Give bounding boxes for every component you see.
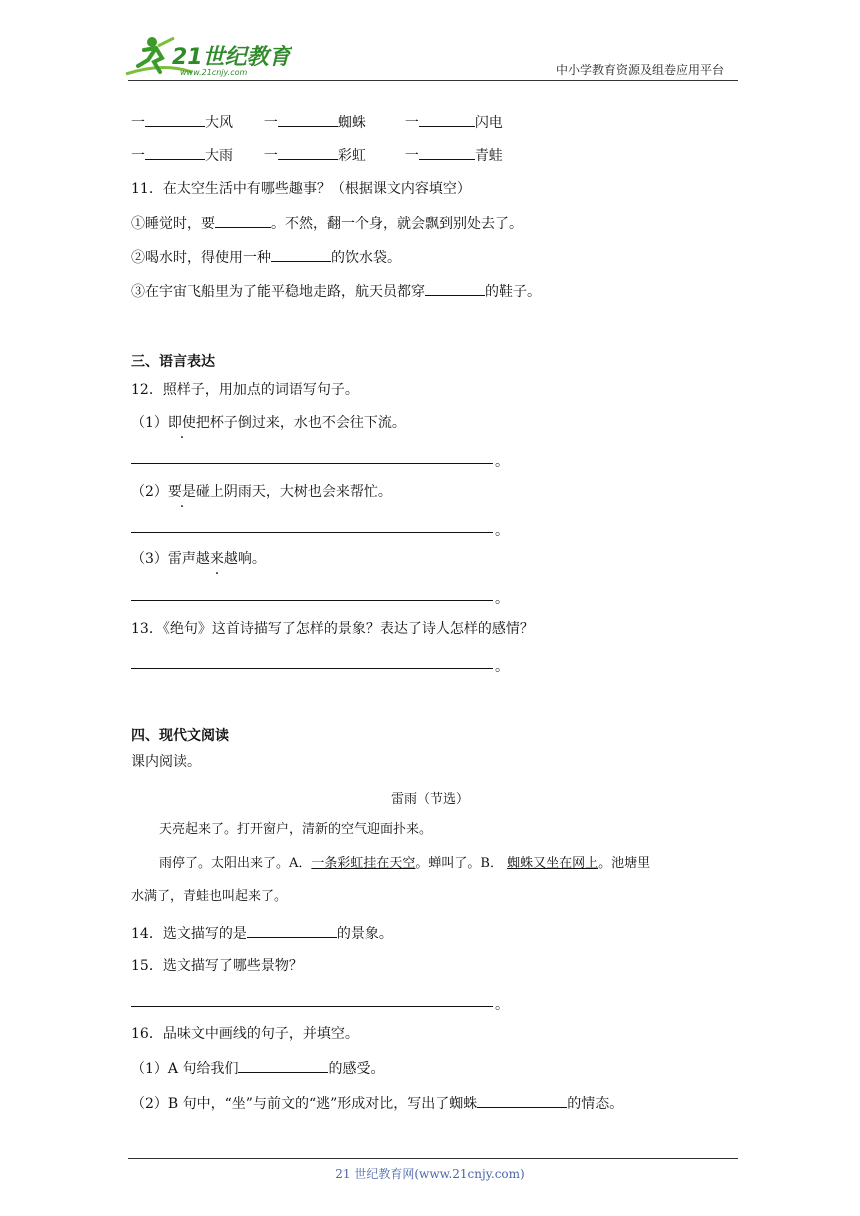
q12-example-2: （2）要是碰上阴雨天，大树也会来帮忙。 <box>131 484 392 500</box>
q14: 14．选文描写的是 的景象。 <box>131 923 393 944</box>
q12-example-3: （3）雷声越来越响。 <box>131 551 266 567</box>
q10-row-1: 一 大风 一 蜘蛛 一 闪电 <box>131 112 503 133</box>
q16-stem: 16．品味文中画线的句子，并填空。 <box>131 1026 359 1042</box>
section-3-title: 三、语言表达 <box>131 354 215 370</box>
answer-line[interactable] <box>131 1006 493 1007</box>
q12-example-1: （1）即使把杯子倒过来，水也不会往下流。 <box>131 415 406 431</box>
q13-stem: 13．《绝句》这首诗描写了怎样的景象？表达了诗人怎样的感情？ <box>131 621 534 637</box>
reading-paragraph-2: 雨停了。太阳出来了。A．一条彩虹挂在天空。蝉叫了。B． 蜘蛛又坐在网上。池塘里 <box>159 856 651 871</box>
answer-blank[interactable] <box>425 281 485 296</box>
reading-paragraph-1: 天亮起来了。打开窗户，清新的空气迎面扑来。 <box>159 822 433 837</box>
platform-name: 中小学教育资源及组卷应用平台 <box>555 63 724 77</box>
section-4-title: 四、现代文阅读 <box>131 728 229 744</box>
q11-item-b: ②喝水时，得使用一种 的饮水袋。 <box>131 247 401 268</box>
q11-item-a: ①睡觉时，要 。不然，翻一个身，就会飘到别处去了。 <box>131 213 523 234</box>
answer-line[interactable] <box>131 668 493 669</box>
q10-row-2: 一 大雨 一 彩虹 一 青蛙 <box>131 145 503 166</box>
underlined-sentence-b: 蜘蛛又坐在网上 <box>507 856 599 871</box>
q11-item-c: ③在宇宙飞船里为了能平稳地走路，航天员都穿 的鞋子。 <box>131 281 541 302</box>
answer-blank[interactable] <box>271 247 331 262</box>
q16-item-1: （1）A 句给我们 的感受。 <box>131 1058 384 1079</box>
underlined-sentence-a: 一条彩虹挂在天空 <box>311 856 416 871</box>
reading-title: 雷雨（节选） <box>390 792 469 807</box>
svg-text:21世纪教育: 21世纪教育 <box>172 45 291 70</box>
document-page: 21世纪教育 www.21cnjy.com 中小学教育资源及组卷应用平台 一 大风 一 蜘蛛 一 闪电 一 大雨 一 彩虹 一 青蛙 11．在太空生活中有哪些趣事？（根据课文内容填空） ①睡觉时，要 。不然，翻一个身，就会飘到别处去了。 ②喝水时，得使用一种 的饮水袋。 ③在宇宙飞船里为了能平稳地走路，航天员都穿 的鞋子。 三、语言表达 12．照样子，用加点的词语写句子。 （1）即使把杯子倒过来，水也不会往下流。 。 （2）要是碰上阴雨天，大树也会来帮忙。 。 （3）雷声越来越响。 。 13．《绝句》这首诗描写了怎样的景象？表达了诗人怎样的感情？ 。 四、现代文阅读 课内阅读。 雷雨（节选） 天亮起来了。打开窗户，清新的空气迎面扑来。 雨停了。太阳出来了。A．一条彩虹挂在天空。蝉叫了。B． 蜘蛛又坐在网上。池塘里 水满了，青蛙也叫起来了。 14．选文描写的是 的景象。 15．选文描写了哪些景物？ 。 16．品味文中画线的句子，并填空。 （1）A 句给我们 的感受。 （2）B 句中，“坐”与前文的“逃”形成对比，写出了蜘蛛 的情态。 21 世纪教育网(www.21cnjy.com) <box>0 0 860 1216</box>
reading-paragraph-3: 水满了，青蛙也叫起来了。 <box>131 889 288 904</box>
answer-blank[interactable] <box>477 1093 567 1108</box>
footer-divider <box>128 1158 738 1159</box>
answer-blank[interactable] <box>215 213 271 228</box>
answer-line[interactable] <box>131 532 493 533</box>
svg-text:www.21cnjy.com: www.21cnjy.com <box>180 68 248 77</box>
q12-stem: 12．照样子，用加点的词语写句子。 <box>131 382 359 398</box>
q11-stem: 11．在太空生活中有哪些趣事？（根据课文内容填空） <box>131 181 471 197</box>
answer-blank[interactable] <box>247 923 337 938</box>
answer-blank[interactable] <box>238 1058 328 1073</box>
footer-link[interactable]: 21 世纪教育网(www.21cnjy.com) <box>335 1167 525 1181</box>
reading-intro: 课内阅读。 <box>131 754 201 770</box>
q16-item-2: （2）B 句中，“坐”与前文的“逃”形成对比，写出了蜘蛛 的情态。 <box>131 1093 623 1114</box>
site-logo <box>122 32 292 80</box>
answer-line[interactable] <box>131 463 493 464</box>
answer-line[interactable] <box>131 600 493 601</box>
header-divider <box>128 80 738 81</box>
q15-stem: 15．选文描写了哪些景物？ <box>131 958 303 974</box>
